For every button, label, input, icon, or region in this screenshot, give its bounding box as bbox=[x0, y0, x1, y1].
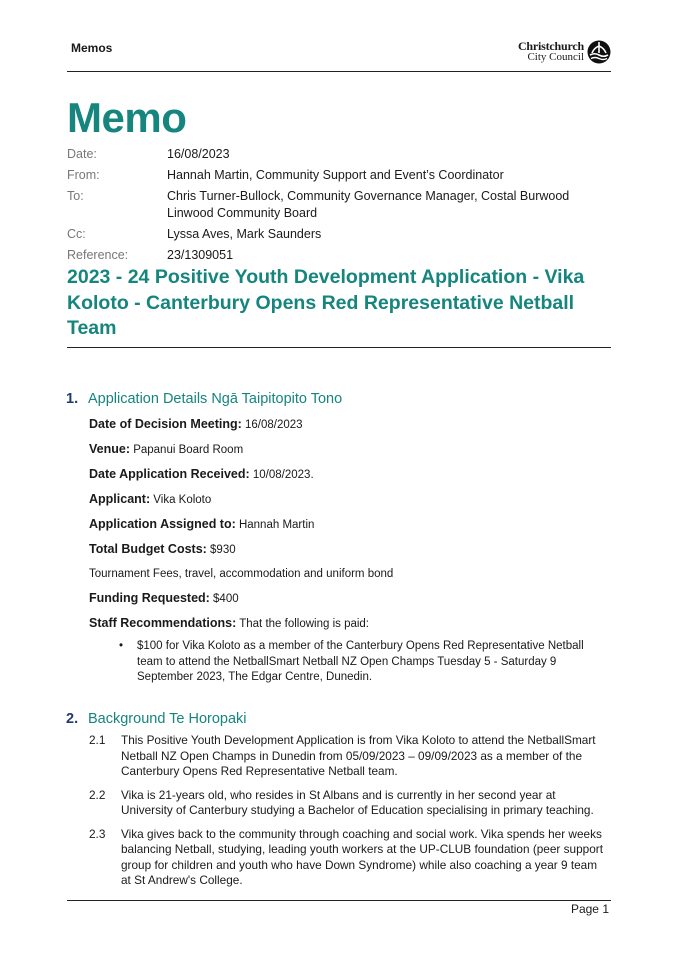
section-number: 1. bbox=[66, 391, 79, 407]
page-header bbox=[67, 38, 611, 72]
detail-label: Date Application Received: bbox=[89, 467, 250, 481]
logo-line1: Christchurch bbox=[517, 39, 584, 53]
meta-row-from bbox=[67, 167, 611, 184]
detail-label: Venue: bbox=[89, 442, 130, 456]
background-paragraphs bbox=[89, 733, 609, 897]
detail-value: 10/08/2023. bbox=[249, 469, 314, 481]
detail-applicant bbox=[89, 492, 609, 508]
numbered-paragraph bbox=[89, 733, 609, 780]
bullet-text: $100 for Vika Koloto as a member of the Canterbury Opens Red Representative Netball team to attend the NetballSmart Netball NZ Open Champs Tuesday 5 - Saturday 9 September 2023, The Edgar Centre, Dunedin. bbox=[137, 640, 584, 683]
detail-label: Applicant: bbox=[89, 492, 151, 506]
meta-label: Cc: bbox=[67, 227, 86, 241]
meta-label: To: bbox=[67, 189, 84, 203]
detail-label: Funding Requested: bbox=[89, 591, 210, 605]
section-heading-application-details bbox=[66, 391, 342, 407]
detail-assigned-to bbox=[89, 517, 609, 533]
detail-value: Papanui Board Room bbox=[130, 444, 244, 456]
page-number: Page 1 bbox=[570, 902, 609, 916]
application-details bbox=[89, 417, 609, 686]
memo-subject: 2023 - 24 Positive Youth Development Application - Vika Koloto - Canterbury Opens Red Representative Netball Team bbox=[67, 265, 611, 348]
meta-row-date bbox=[67, 146, 611, 163]
section-title: Background Te Horopaki bbox=[88, 711, 247, 727]
detail-value: 16/08/2023 bbox=[241, 419, 303, 431]
recommendation-bullet bbox=[119, 639, 609, 686]
detail-budget-note: Tournament Fees, travel, accommodation and uniform bond bbox=[89, 568, 394, 580]
section-title: Application Details Ngā Taipitopito Tono bbox=[88, 391, 343, 407]
meta-value: Chris Turner-Bullock, Community Governance Manager, Costal Burwood Linwood Community Board bbox=[167, 189, 570, 220]
meta-label: Reference: bbox=[67, 248, 129, 262]
detail-date-received bbox=[89, 467, 609, 483]
detail-value: That the following is paid: bbox=[236, 618, 370, 630]
meta-value: Lyssa Aves, Mark Saunders bbox=[167, 227, 322, 241]
detail-value: Vika Koloto bbox=[150, 494, 212, 506]
council-logo-icon bbox=[587, 40, 611, 64]
page-footer bbox=[67, 900, 611, 916]
paragraph-number: 2.3 bbox=[89, 826, 106, 841]
meta-row-to bbox=[67, 188, 611, 222]
meta-value: Hannah Martin, Community Support and Event’s Coordinator bbox=[167, 168, 504, 182]
numbered-paragraph bbox=[89, 788, 609, 819]
paragraph-number: 2.2 bbox=[89, 787, 106, 802]
meta-row-cc bbox=[67, 226, 611, 243]
detail-value: $930 bbox=[206, 544, 236, 556]
memo-metadata bbox=[67, 146, 611, 268]
detail-decision-meeting bbox=[89, 417, 609, 433]
meta-value: 23/1309051 bbox=[167, 248, 234, 262]
detail-label: Application Assigned to: bbox=[89, 517, 236, 531]
detail-funding-requested bbox=[89, 591, 609, 607]
meta-label: From: bbox=[67, 168, 100, 182]
section-number: 2. bbox=[66, 711, 79, 727]
detail-value: Hannah Martin bbox=[235, 519, 315, 531]
meta-label: Date: bbox=[67, 147, 97, 161]
detail-total-budget bbox=[89, 542, 609, 558]
meta-value: 16/08/2023 bbox=[167, 147, 230, 161]
paragraph-text: Vika is 21-years old, who resides in St Albans and is currently in her second year at University of Canterbury studying a Bachelor of Education specialising in primary teaching. bbox=[121, 787, 594, 817]
paragraph-text: Vika gives back to the community through coaching and social work. Vika spends her weeks balancing Netball, studying, leading youth workers at the UP-CLUB foundation (peer support group for children and youth who have Down Syndrome) while also coaching a year 9 team at St Andrew's College. bbox=[121, 826, 603, 887]
header-label: Memos bbox=[71, 41, 113, 55]
detail-value: $400 bbox=[209, 593, 239, 605]
meta-row-reference bbox=[67, 247, 611, 264]
section-heading-background bbox=[66, 711, 247, 727]
paragraph-number: 2.1 bbox=[89, 733, 106, 747]
detail-label: Total Budget Costs: bbox=[89, 542, 207, 556]
detail-label: Staff Recommendations: bbox=[89, 616, 237, 630]
paragraph-text: This Positive Youth Development Application is from Vika Koloto to attend the NetballSmart Netball NZ Open Champs in Dunedin from 05/09/2023 – 09/09/2023 as a member of the Canterbury Opens Red Representative Netball team. bbox=[121, 733, 596, 778]
bullet-icon: • bbox=[119, 640, 124, 652]
detail-label: Date of Decision Meeting: bbox=[89, 417, 242, 431]
page-title: Memo bbox=[67, 94, 187, 141]
logo-line2: City Council bbox=[527, 51, 584, 63]
council-logo bbox=[518, 40, 611, 64]
detail-venue bbox=[89, 442, 609, 458]
detail-staff-recommendations bbox=[89, 616, 609, 632]
numbered-paragraph bbox=[89, 827, 609, 889]
